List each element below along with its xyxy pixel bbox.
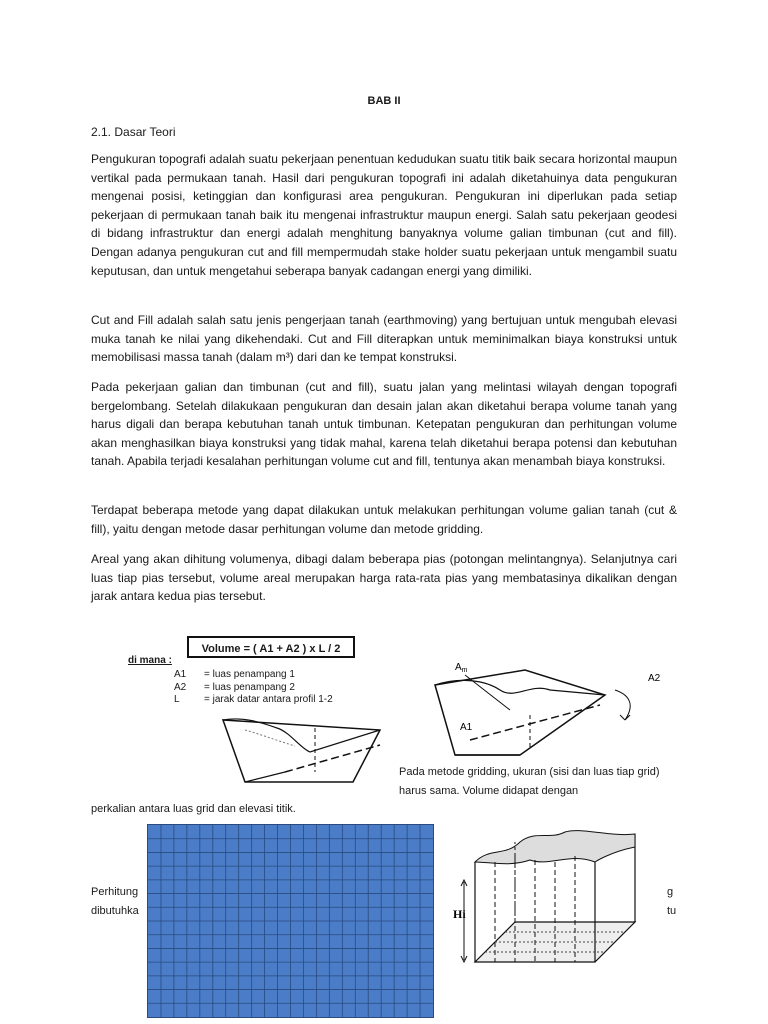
legend-text: = luas penampang 1 [204,669,295,680]
legend-a2 [174,682,295,693]
paragraph-1: Pengukuran topografi adalah suatu pekerjaan penentuan kedudukan suatu titik baik secara horizontal maupun vertikal pada permukaan tanah. Hasil dari pengukuran topografi ini adalah diketahuinya data pengukuran mengenai posisi, ketinggian dan konfigurasi area pengukuran. Pengukuran ini diperlukan pada setiap pekerjaan di permukaan tanah baik itu mengenai infrastruktur maupun energi. Salah satu pekerjaan geodesi di bidang infrastruktur dan energi adalah menghitung banyaknya volume galian timbunan (cut and fill). Dengan adanya pengukuran cut and fill mempermudah stake holder suatu pekerjaan untuk mengambil suatu keputusan, dan untuk mengetahui seberapa banyak cadangan energi yang dimiliki. [91,152,677,278]
chapter-heading: BAB II [367,95,401,107]
text-fragment: Perhitung [91,886,139,898]
label-a2: A2 [648,673,661,684]
legend-symbol: A1 [174,669,187,680]
grid-lines [148,825,433,1017]
label-hi: Hi [453,907,466,921]
legend-symbol: A2 [174,682,187,693]
paragraph-3: Pada pekerjaan galian dan timbunan (cut and fill), suatu jalan yang melintasi wilayah dengan topografi bergelombang. Setelah dilakukaan pengukuran dan desain jalan akan diketahui berapa volume tanah yang harus digali dan berapa kebutuhan tanah untuk timbunan. Ketepatan pengukuran dan perhitungan volume akan menghasilkan biaya konstruksi yang tidak mahal, karena telah diketahui berapa potensi dan kebutuhan tanah. Apabila terjadi kesalahan perhitungan volume cut and fill, tentunya akan menambah biaya konstruksi. [91,380,677,469]
paragraph-2: Cut and Fill adalah salah satu jenis pengerjaan tanah (earthmoving) yang bertujuan untuk mengubah elevasi muka tanah ke nilai yang dikehendaki. Cut and Fill diterapkan untuk meminimalkan biaya konstruksi untuk memobilisasi massa tanah (dalam m³) dari dan ke tempat konstruksi. [91,313,677,365]
volume-formula: Volume = ( A1 + A2 ) x L / 2 [187,636,355,658]
cross-section-diagram-left [215,700,390,790]
label-a1: A1 [460,722,473,733]
paragraph-4: Terdapat beberapa metode yang dapat dilakukan untuk melakukan perhitungan volume galian tanah (cut & fill), yaitu dengan metode dasar perhitungan volume dan metode gridding. [91,503,677,536]
text-fragment: tu [667,905,677,917]
text-fragment: g [667,886,674,898]
gridding-caption-continued: perkalian antara luas grid dan elevasi titik. [91,803,296,815]
paragraph-5: Areal yang akan dihitung volumenya, dibagi dalam beberapa pias (potongan melintangnya). Selanjutnya cari luas tiap pias tersebut, volume areal merupakan harga rata-rata pias yang membatasinya dikalikan dengan jarak antara kedua pias tersebut. [91,552,677,604]
cross-section-diagram-right [430,655,670,765]
grid-illustration [147,824,434,1018]
gridding-caption: Pada metode gridding, ukuran (sisi dan luas tiap grid) harus sama. Volume didapat dengan [399,766,660,797]
legend-l [174,694,333,705]
section-title: 2.1. Dasar Teori [91,125,176,139]
text-fragment: dibutuhka [91,905,139,917]
legend-text: = luas penampang 2 [204,682,295,693]
gridding-volume-diagram [450,822,665,968]
legend-symbol: L [174,694,180,705]
legend-a1 [174,669,295,680]
where-label: di mana : [128,655,172,666]
label-am: $A_m$ [455,662,468,674]
legend-text: = jarak datar antara profil 1-2 [204,694,333,705]
